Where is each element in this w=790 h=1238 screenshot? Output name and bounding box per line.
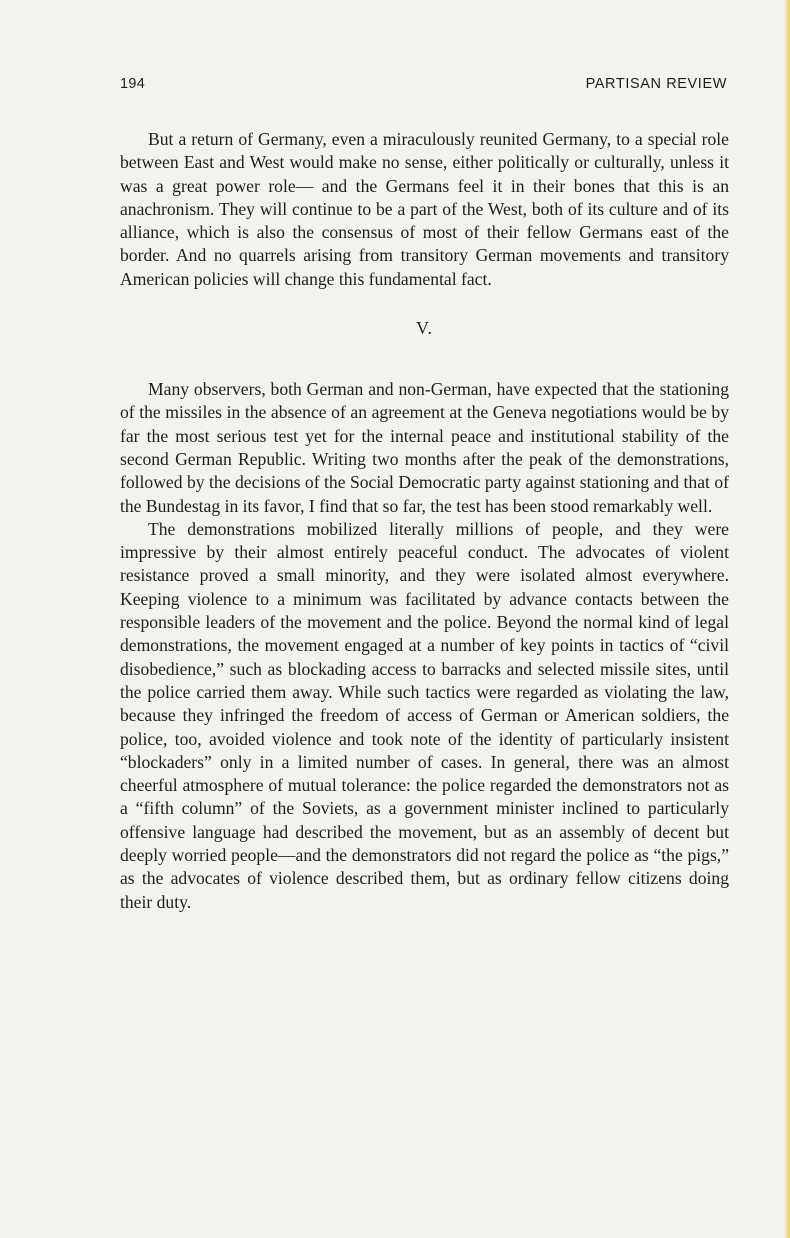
article-body — [120, 128, 729, 914]
running-head: PARTISAN REVIEW — [585, 76, 727, 92]
page-number: 194 — [120, 76, 146, 92]
paragraph: But a return of Germany, even a miraculously reunited Germany, to a special role between East and West would make no sense, either politically or culturally, unless it was a great power role— and the Germans feel it in their bones that this is an anachronism. They will continue to be a part of the West, both of its culture and of its alliance, which is also the consensus of most of their fellow Germans east of the border. And no quarrels arising from transitory German movements and transitory American policies will change this fundamental fact. — [120, 129, 729, 289]
page-edge — [784, 0, 790, 1238]
section-heading: V. — [416, 318, 433, 339]
page-header — [120, 76, 727, 98]
paragraph: Many observers, both German and non-German, have expected that the stationing of the missiles in the absence of an agreement at the Geneva negotiations would be by far the most serious test yet for the internal peace and institutional stability of the second German Republic. Writing two months after the peak of the demonstrations, followed by the decisions of the Social Democratic party against stationing and that of the Bundestag in its favor, I find that so far, the test has been stood remarkably well. — [120, 379, 729, 516]
paragraph: The demonstrations mobilized literally millions of people, and they were impressive by their almost entirely peaceful conduct. The advocates of violent resistance proved a small minority, and they were isolated almost everywhere. Keeping violence to a minimum was facilitated by advance contacts between the responsible leaders of the movement and the police. Beyond the normal kind of legal demonstrations, the movement engaged at a number of key points in tactics of “civil disobedience,” such as blockading access to barracks and selected missile sites, until the police carried them away. While such tactics were regarded as violating the law, because they infringed the freedom of access of German or American soldiers, the police, too, avoided violence and took note of the identity of particularly insistent “blockaders” only in a limited number of cases. In general, there was an almost cheerful atmosphere of mutual tolerance: the police regarded the demonstrators not as a “fifth column” of the Soviets, as a government minister inclined to particularly offensive language had described the movement, but as an assembly of decent but deeply worried people—and the demonstrators did not regard the police as “the pigs,” as the advocates of violence described them, but as ordinary fellow citizens doing their duty. — [120, 518, 729, 912]
